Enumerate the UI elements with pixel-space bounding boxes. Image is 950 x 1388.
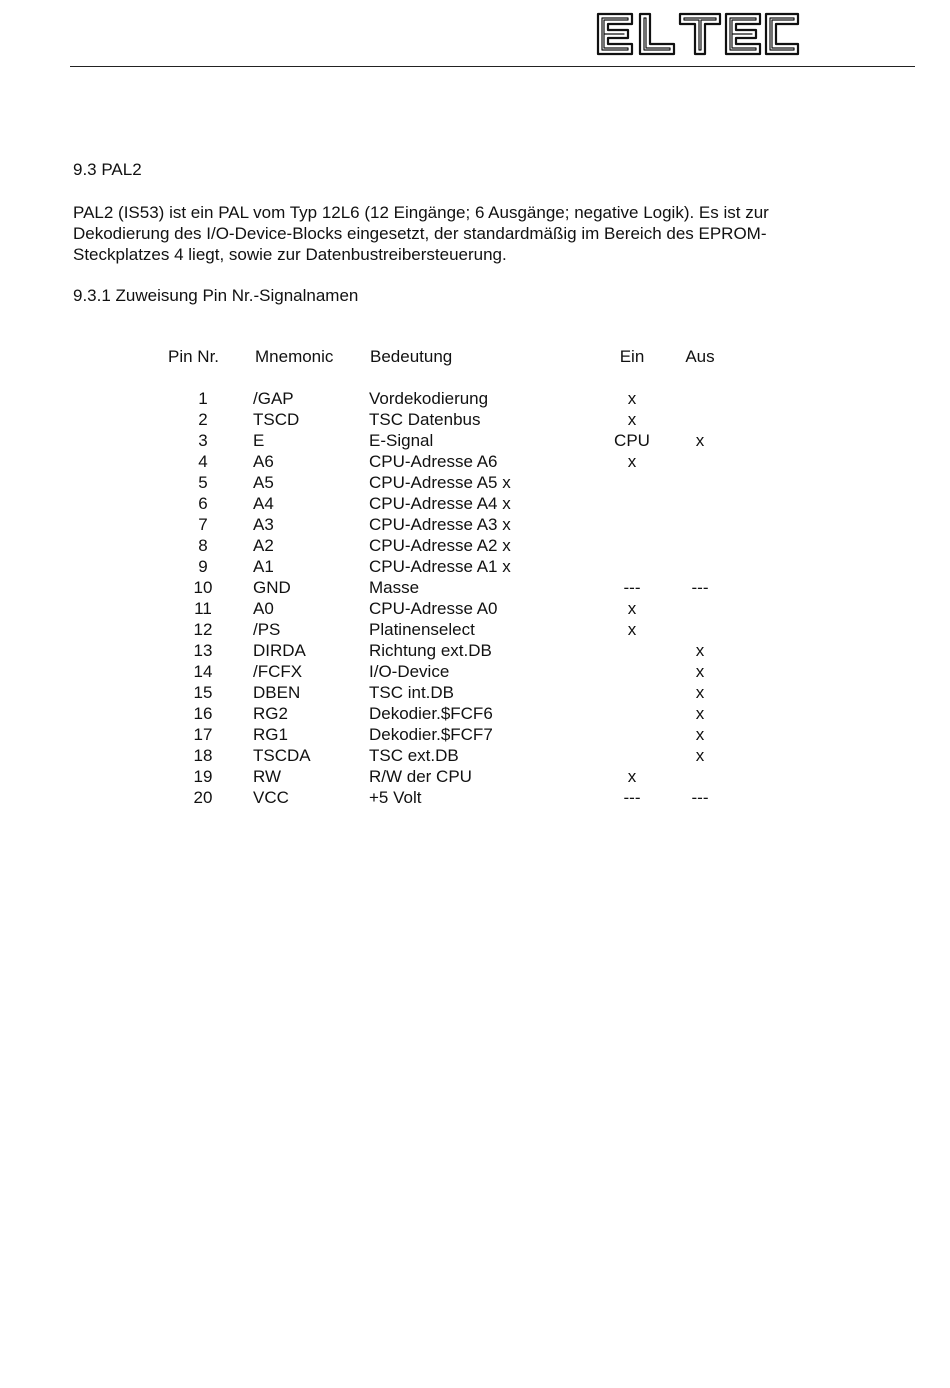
cell-ein: x <box>627 410 637 429</box>
table-row <box>0 662 950 683</box>
cell-pin: 12 <box>193 620 213 639</box>
cell-mnemonic: E <box>253 431 265 450</box>
table-row <box>0 767 950 788</box>
table-row <box>0 788 950 809</box>
cell-pin: 18 <box>193 746 213 765</box>
pin-table <box>0 347 950 809</box>
cell-pin: 9 <box>198 557 208 576</box>
cell-mnemonic: A6 <box>253 452 274 471</box>
table-row <box>0 599 950 620</box>
cell-mnemonic: TSCDA <box>253 746 311 765</box>
cell-pin: 19 <box>193 767 213 786</box>
cell-pin: 1 <box>198 389 208 408</box>
cell-aus: --- <box>691 578 709 597</box>
cell-pin: 4 <box>198 452 208 471</box>
table-row <box>0 578 950 599</box>
cell-ein: x <box>627 599 637 618</box>
table-header-row <box>0 347 950 389</box>
cell-pin: 14 <box>193 662 213 681</box>
cell-pin: 8 <box>198 536 208 555</box>
cell-pin: 2 <box>198 410 208 429</box>
cell-bedeutung: CPU-Adresse A5 x <box>369 473 511 492</box>
paragraph-line: Dekodierung des I/O-Device-Blocks eingesetzt, der standardmäßig im Bereich des EPROM- <box>73 224 767 243</box>
header-aus: Aus <box>685 347 715 366</box>
paragraph-line: Steckplatzes 4 liegt, sowie zur Datenbustreibersteuerung. <box>73 245 507 264</box>
cell-aus: x <box>695 641 705 660</box>
header-mnemonic: Mnemonic <box>255 347 334 366</box>
cell-bedeutung: CPU-Adresse A0 <box>369 599 498 618</box>
header-ein: Ein <box>619 347 645 366</box>
table-row <box>0 641 950 662</box>
cell-bedeutung: CPU-Adresse A1 x <box>369 557 511 576</box>
cell-bedeutung: Masse <box>369 578 420 597</box>
table-row <box>0 515 950 536</box>
cell-aus: x <box>695 704 705 723</box>
cell-pin: 16 <box>193 704 213 723</box>
cell-ein: x <box>627 767 637 786</box>
table-row <box>0 473 950 494</box>
table-body <box>0 389 950 809</box>
table-row <box>0 704 950 725</box>
cell-mnemonic: DIRDA <box>253 641 306 660</box>
cell-pin: 15 <box>193 683 213 702</box>
table-row <box>0 683 950 704</box>
cell-mnemonic: TSCD <box>253 410 300 429</box>
cell-bedeutung: Richtung ext.DB <box>369 641 492 660</box>
cell-bedeutung: TSC Datenbus <box>369 410 481 429</box>
cell-mnemonic: A2 <box>253 536 274 555</box>
cell-mnemonic: DBEN <box>253 683 301 702</box>
cell-bedeutung: E-Signal <box>369 431 434 450</box>
cell-bedeutung: +5 Volt <box>369 788 422 807</box>
cell-aus: x <box>695 725 705 744</box>
cell-bedeutung: TSC ext.DB <box>369 746 459 765</box>
header-bedeutung: Bedeutung <box>370 347 453 366</box>
table-row <box>0 746 950 767</box>
cell-ein: x <box>627 452 637 471</box>
cell-bedeutung: CPU-Adresse A4 x <box>369 494 511 513</box>
cell-aus: x <box>695 683 705 702</box>
table-row <box>0 410 950 431</box>
section-paragraph <box>73 202 873 265</box>
table-row <box>0 557 950 578</box>
paragraph-line: PAL2 (IS53) ist ein PAL vom Typ 12L6 (12 Eingänge; 6 Ausgänge; negative Logik). Es ist zur <box>73 203 769 222</box>
cell-aus: x <box>695 746 705 765</box>
cell-mnemonic: A0 <box>253 599 274 618</box>
cell-pin: 20 <box>193 788 213 807</box>
cell-mnemonic: A5 <box>253 473 274 492</box>
cell-aus: x <box>695 431 705 450</box>
cell-mnemonic: GND <box>253 578 291 597</box>
header-rule <box>70 66 915 67</box>
table-row <box>0 536 950 557</box>
cell-bedeutung: Dekodier.$FCF7 <box>369 725 493 744</box>
cell-bedeutung: CPU-Adresse A3 x <box>369 515 511 534</box>
cell-bedeutung: Vordekodierung <box>369 389 489 408</box>
cell-mnemonic: RG1 <box>253 725 288 744</box>
table-row <box>0 452 950 473</box>
subsection-heading: 9.3.1 Zuweisung Pin Nr.-Signalnamen <box>73 286 359 305</box>
cell-ein: x <box>627 389 637 408</box>
cell-bedeutung: Platinenselect <box>369 620 475 639</box>
cell-mnemonic: RW <box>253 767 282 786</box>
table-row <box>0 725 950 746</box>
cell-bedeutung: R/W der CPU <box>369 767 472 786</box>
section-heading: 9.3 PAL2 <box>73 160 142 179</box>
header-pin: Pin Nr. <box>168 347 220 366</box>
cell-pin: 6 <box>198 494 208 513</box>
cell-pin: 11 <box>194 599 212 618</box>
cell-bedeutung: CPU-Adresse A6 <box>369 452 498 471</box>
table-row <box>0 431 950 452</box>
cell-bedeutung: I/O-Device <box>369 662 450 681</box>
cell-mnemonic: /GAP <box>253 389 294 408</box>
cell-pin: 10 <box>193 578 213 597</box>
eltec-logo <box>594 10 800 58</box>
cell-pin: 5 <box>198 473 208 492</box>
cell-mnemonic: RG2 <box>253 704 288 723</box>
cell-mnemonic: A4 <box>253 494 274 513</box>
cell-mnemonic: /PS <box>253 620 281 639</box>
cell-pin: 13 <box>193 641 213 660</box>
cell-pin: 3 <box>198 431 208 450</box>
cell-pin: 17 <box>193 725 213 744</box>
cell-aus: --- <box>691 788 709 807</box>
cell-aus: x <box>695 662 705 681</box>
cell-ein: x <box>627 620 637 639</box>
cell-bedeutung: Dekodier.$FCF6 <box>369 704 493 723</box>
table-row <box>0 494 950 515</box>
cell-ein: --- <box>623 578 641 597</box>
cell-mnemonic: A1 <box>253 557 274 576</box>
cell-bedeutung: TSC int.DB <box>369 683 455 702</box>
table-row <box>0 389 950 410</box>
cell-pin: 7 <box>198 515 208 534</box>
cell-mnemonic: A3 <box>253 515 274 534</box>
cell-mnemonic: /FCFX <box>253 662 303 681</box>
table-row <box>0 620 950 641</box>
cell-ein: CPU <box>614 431 650 450</box>
cell-bedeutung: CPU-Adresse A2 x <box>369 536 511 555</box>
cell-mnemonic: VCC <box>253 788 289 807</box>
cell-ein: --- <box>623 788 641 807</box>
